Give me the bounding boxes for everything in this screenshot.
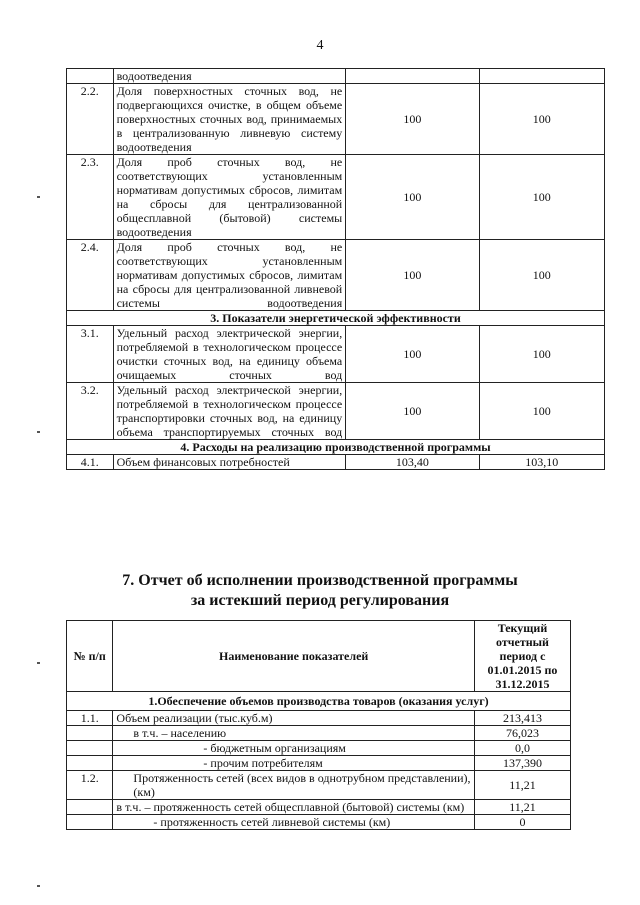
value-cell (479, 69, 604, 84)
table-row (67, 771, 571, 800)
column-header-number: № п/п (67, 621, 113, 692)
indicator-text: Удельный расход электрической энергии, потребляемой в технологическом процессе транспортировки сточных вод, на единицу объема транспортируемых сточных вод (113, 383, 346, 440)
indicator-text: Удельный расход электрической энергии, потребляемой в технологическом процессе очистки сточных вод, на единицу объема очищаемых сточных вод (113, 326, 346, 383)
value-cell: 100 (346, 326, 479, 383)
table-row (67, 741, 571, 756)
value-cell (346, 69, 479, 84)
value-cell: 100 (346, 383, 479, 440)
row-number: 3.1. (67, 326, 114, 383)
row-number (67, 69, 114, 84)
report-heading (0, 571, 640, 611)
indicator-text: Доля проб сточных вод, не соответствующих установленным нормативам допустимых сбросов, лимитам на сбросы для централизованной ливневой системы водоотведения (113, 240, 346, 311)
table-row (67, 155, 605, 240)
table-row (67, 800, 571, 815)
heading-line: за истекший период регулирования (190, 592, 450, 609)
table-row (67, 726, 571, 741)
indicator-text: Доля проб сточных вод, не соответствующих установленным нормативам допустимых сбросов, лимитам на сбросы для централизованной общесплавной (бытовой) системы водоотведения (113, 155, 346, 240)
row-number (67, 756, 113, 771)
row-number: 2.3. (67, 155, 114, 240)
row-number: 4.1. (67, 455, 114, 470)
row-number (67, 726, 113, 741)
row-number: 2.2. (67, 84, 114, 155)
section-row (67, 311, 605, 326)
table-row (67, 69, 605, 84)
page-number: 4 (316, 38, 324, 53)
scan-mark (37, 196, 40, 198)
table-row (67, 711, 571, 726)
section-title: 3. Показатели энергетической эффективности (67, 311, 605, 326)
value-cell: 103,40 (346, 455, 479, 470)
value-cell: 11,21 (474, 800, 570, 815)
value-cell: 100 (479, 84, 604, 155)
indicator-text: Объем реализации (тыс.куб.м) (113, 711, 475, 726)
value-cell: 11,21 (474, 771, 570, 800)
scan-mark (37, 885, 40, 887)
heading-line: 7. Отчет об исполнении производственной программы (122, 572, 518, 589)
column-header-period: Текущий отчетный период с 01.01.2015 по 31.12.2015 (474, 621, 570, 692)
table-row (67, 455, 605, 470)
section-title: 1.Обеспечение объемов производства товаров (оказания услуг) (67, 692, 571, 711)
table-row (67, 84, 605, 155)
value-cell: 0,0 (474, 741, 570, 756)
report-table (66, 620, 571, 830)
value-cell: 213,413 (474, 711, 570, 726)
indicator-text: водоотведения (113, 69, 346, 84)
table-row (67, 240, 605, 311)
row-number: 2.4. (67, 240, 114, 311)
indicator-text: в т.ч. – населению (113, 726, 475, 741)
section-title: 4. Расходы на реализацию производственной программы (67, 440, 605, 455)
value-cell: 100 (346, 240, 479, 311)
indicator-text: - прочим потребителям (113, 756, 475, 771)
column-header-name: Наименование показателей (113, 621, 475, 692)
indicator-text: - протяженность сетей ливневой системы (км) (113, 815, 475, 830)
table-row (67, 326, 605, 383)
value-cell: 0 (474, 815, 570, 830)
indicator-text: в т.ч. – протяженность сетей общесплавной (бытовой) системы (км) (113, 800, 475, 815)
indicators-table (66, 68, 605, 470)
value-cell: 100 (479, 326, 604, 383)
indicator-text: Протяженность сетей (всех видов в однотрубном представлении), (км) (113, 771, 475, 800)
table-row (67, 756, 571, 771)
value-cell: 100 (346, 84, 479, 155)
row-number: 1.2. (67, 771, 113, 800)
indicator-text: Объем финансовых потребностей (113, 455, 346, 470)
header-row (67, 621, 571, 692)
row-number: 1.1. (67, 711, 113, 726)
indicator-text: - бюджетным организациям (113, 741, 475, 756)
row-number (67, 815, 113, 830)
scan-mark (37, 431, 40, 433)
value-cell: 100 (479, 383, 604, 440)
value-cell: 100 (479, 155, 604, 240)
value-cell: 100 (346, 155, 479, 240)
row-number: 3.2. (67, 383, 114, 440)
value-cell: 100 (479, 240, 604, 311)
section-row (67, 440, 605, 455)
table-row (67, 815, 571, 830)
value-cell: 103,10 (479, 455, 604, 470)
row-number (67, 741, 113, 756)
indicator-text: Доля поверхностных сточных вод, не подвергающихся очистке, в общем объеме поверхностных сточных вод, принимаемых в централизованную ливневую систему водоотведения (113, 84, 346, 155)
table-row (67, 383, 605, 440)
row-number (67, 800, 113, 815)
value-cell: 137,390 (474, 756, 570, 771)
scan-mark (37, 662, 40, 664)
value-cell: 76,023 (474, 726, 570, 741)
section-row (67, 692, 571, 711)
